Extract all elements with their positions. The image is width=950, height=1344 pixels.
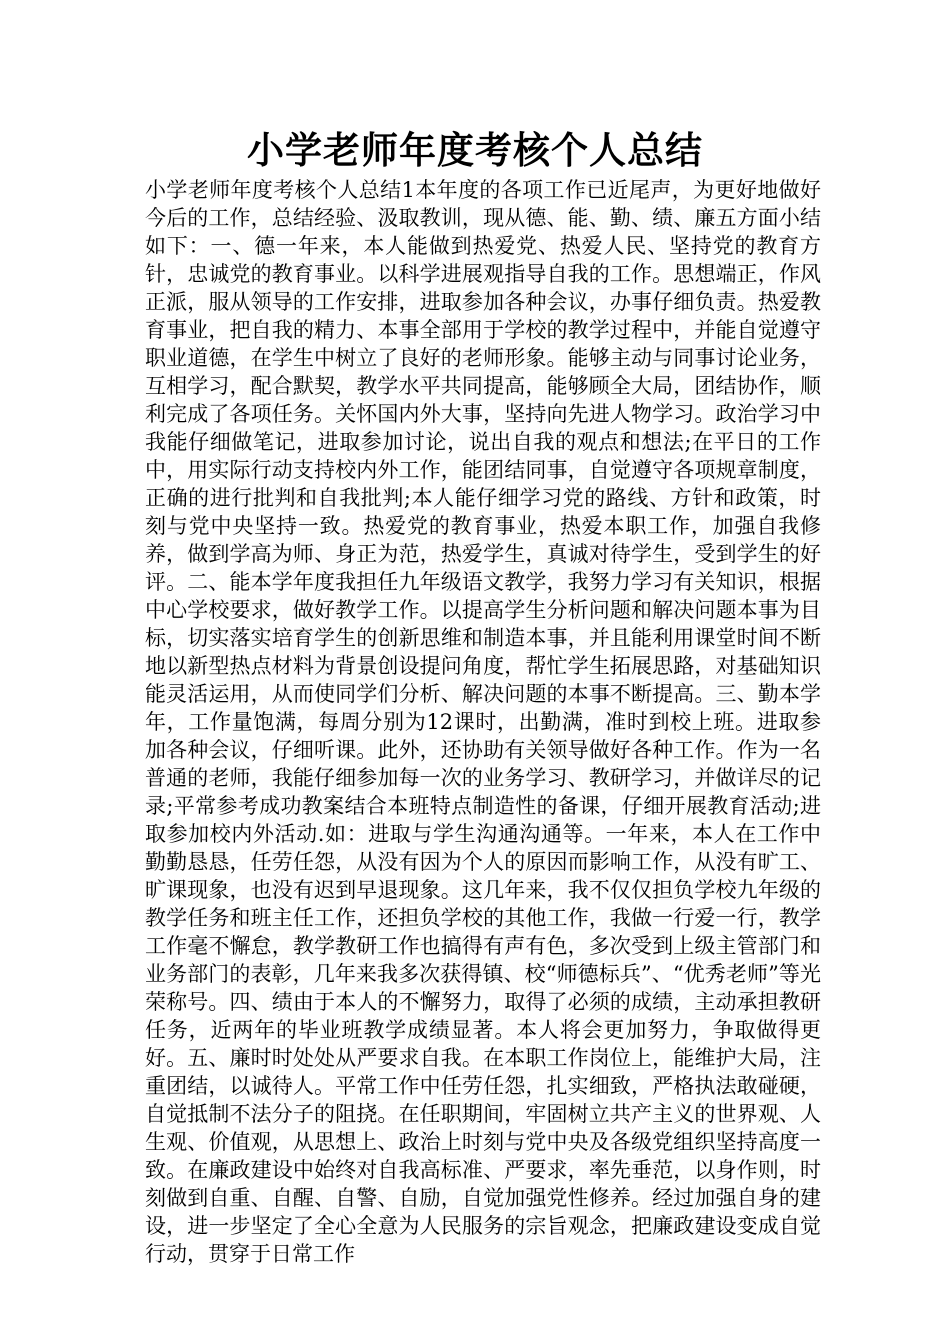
document-body: 小学老师年度考核个人总结1本年度的各项工作已近尾声，为更好地做好今后的工作，总结经验、汲取教训，现从德、能、勤、绩、廉五方面小结如下：一、德一年来，本人能做到热爱党、热爱人民、坚持党的教育方针，忠诚党的教育事业。以科学进展观指导自我的工作。思想端正，作风正派，服从领导的工作安排，进取参加各种会议，办事仔细负责。热爱教育事业，把自我的精力、本事全部用于学校的教学过程中，并能自觉遵守职业道德，在学生中树立了良好的老师形象。能够主动与同事讨论业务，互相学习，配合默契，教学水平共同提高，能够顾全大局，团结协作，顺利完成了各项任务。关怀国内外大事，坚持向先进人物学习。政治学习中我能仔细做笔记，进取参加讨论，说出自我的观点和想法;在平日的工作中，用实际行动支持校内外工作，能团结同事，自觉遵守各项规章制度，正确的进行批判和自我批判;本人能仔细学习党的路线、方针和政策，时刻与党中央坚持一致。热爱党的教育事业，热爱本职工作，加强自我修养，做到学高为师、身正为范，热爱学生，真诚对待学生，受到学生的好评。二、能本学年度我担任九年级语文教学，我努力学习有关知识，根据中心学校要求，做好教学工作。以提高学生分析问题和解决问题本事为目标，切实落实培育学生的创新思维和制造本事，并且能利用课堂时间不断地以新型热点材料为背景创设提问角度，帮忙学生拓展思路，对基础知识能灵活运用，从而使同学们分析、解决问题的本事不断提高。三、勤本学年，工作量饱满，每周分别为12课时，出勤满，准时到校上班。进取参加各种会议，仔细听课。此外，还协助有关领导做好各种工作。作为一名普通的老师，我能仔细参加每一次的业务学习、教研学习，并做详尽的记录;平常参考成功教案结合本班特点制造性的备课，仔细开展教育活动;进取参加校内外活动.如：进取与学生沟通沟通等。一年来，本人在工作中勤勤恳恳，任劳任怨，从没有因为个人的原因而影响工作，从没有旷工、旷课现象，也没有迟到早退现象。这几年来，我不仅仅担负学校九年级的教学任务和班主任工作，还担负学校的其他工作，我做一行爱一行，教学工作毫不懈怠，教学教研工作也搞得有声有色，多次受到上级主管部门和业务部门的表彰，几年来我多次获得镇、校“师德标兵”、“优秀老师”等光荣称号。四、绩由于本人的不懈努力，取得了必须的成绩，主动承担教研任务，近两年的毕业班教学成绩显著。本人将会更加努力，争取做得更好。五、廉时时处处从严要求自我。在本职工作岗位上，能维护大局，注重团结，以诚待人。平常工作中任劳任怨，扎实细致，严格执法敢碰硬，自觉抵制不法分子的阻挠。在任职期间，牢固树立共产主义的世界观、人生观、价值观，从思想上、政治上时刻与党中央及各级党组织坚持高度一致。在廉政建设中始终对自我高标准、严要求，率先垂范，以身作则，时刻做到自重、自醒、自警、自励，自觉加强党性修养。经过加强自身的建设，进一步坚定了全心全意为人民服务的宗旨观念，把廉政建设变成自觉行动，贯穿于日常工作 bbox=[145, 178, 821, 1266]
document-title: 小学老师年度考核个人总结 bbox=[247, 129, 703, 172]
